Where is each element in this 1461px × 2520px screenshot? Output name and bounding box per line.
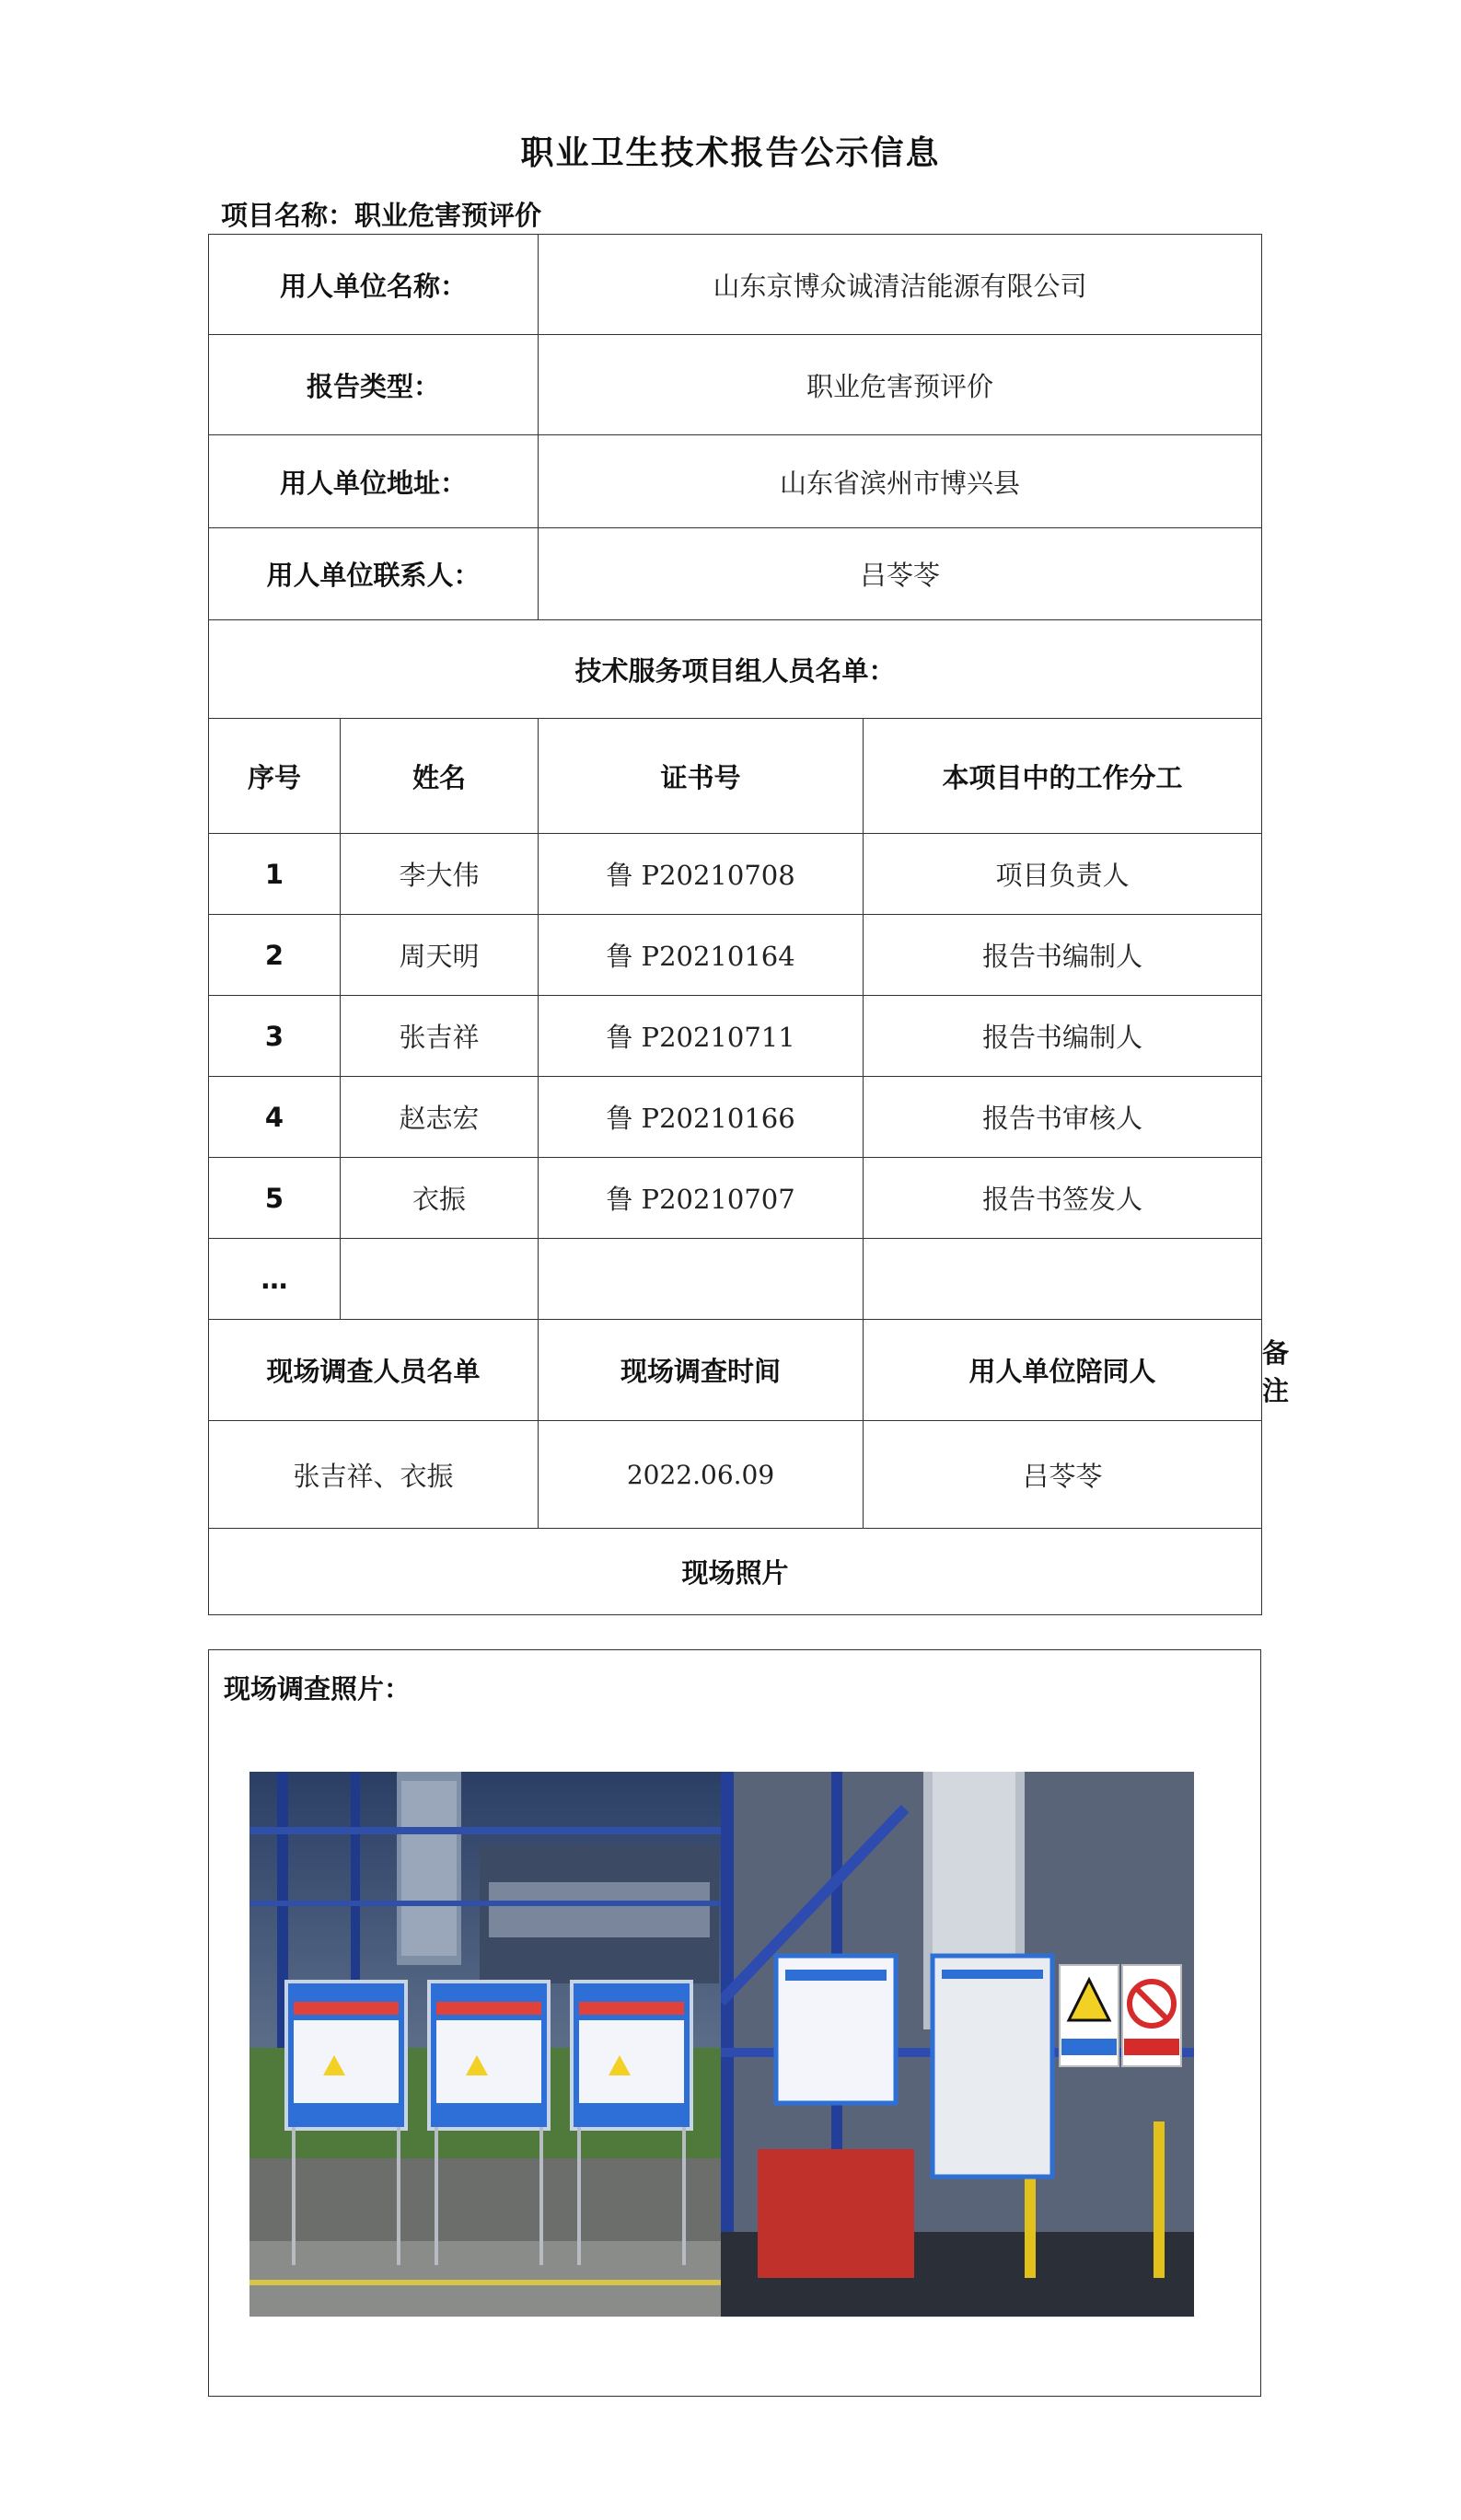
page-title: 职业卫生技术报告公示信息 (520, 134, 941, 172)
row-no: 2 (209, 915, 341, 996)
team-heading-row (209, 620, 1262, 719)
row-role: 报告书编制人 (864, 915, 1262, 996)
row-no: 1 (209, 834, 341, 915)
survey-companion-header: 用人单位陪同人 (864, 1320, 1262, 1421)
row-cert: 鲁 P20210711 (539, 996, 864, 1077)
photo-section-label: 现场调查照片： (224, 1673, 412, 1705)
contact-label: 用人单位联系人： (209, 528, 539, 620)
table-row-more (209, 1239, 1262, 1320)
row-cert: 鲁 P20210708 (539, 834, 864, 915)
report-type-row (209, 335, 1262, 435)
team-heading: 技术服务项目组人员名单： (209, 620, 1262, 719)
row-role: 项目负责人 (864, 834, 1262, 915)
row-no: 5 (209, 1158, 341, 1239)
address-value: 山东省滨州市博兴县 (539, 435, 1262, 528)
site-photo-warning-signs (721, 1772, 1194, 2317)
info-table (208, 234, 1290, 1615)
employer-name-value: 山东京博众诚清洁能源有限公司 (539, 235, 1262, 335)
survey-companion-value: 吕苓苓 (864, 1421, 1262, 1529)
table-row (209, 915, 1262, 996)
row-more-marker: … (209, 1239, 341, 1320)
row-cert: 鲁 P20210166 (539, 1077, 864, 1158)
row-name: 张吉祥 (341, 996, 539, 1077)
photos-heading: 现场照片 (209, 1529, 1262, 1615)
address-label: 用人单位地址： (209, 435, 539, 528)
survey-staff-header: 现场调查人员名单 (209, 1320, 539, 1421)
employer-name-label: 用人单位名称： (209, 235, 539, 335)
row-name: 周天明 (341, 915, 539, 996)
row-cert: 鲁 P20210164 (539, 915, 864, 996)
col-header-cert: 证书号 (539, 719, 864, 834)
team-header-row (209, 719, 1262, 834)
survey-staff-value: 张吉祥、衣振 (209, 1421, 539, 1529)
row-empty-cell (341, 1239, 539, 1320)
survey-date-value: 2022.06.09 (539, 1421, 864, 1529)
report-type-value: 职业危害预评价 (539, 335, 1262, 435)
photo-section (208, 1649, 1261, 2397)
employer-name-row (209, 235, 1262, 335)
table-row (209, 834, 1262, 915)
row-no: 3 (209, 996, 341, 1077)
site-photo-signboards (249, 1772, 721, 2317)
row-empty-cell (864, 1239, 1262, 1320)
address-row (209, 435, 1262, 528)
row-cert: 鲁 P20210707 (539, 1158, 864, 1239)
contact-value: 吕苓苓 (539, 528, 1262, 620)
contact-row (209, 528, 1262, 620)
photos-heading-row (209, 1529, 1262, 1615)
row-name: 衣振 (341, 1158, 539, 1239)
row-role: 报告书编制人 (864, 996, 1262, 1077)
project-name: 项目名称：职业危害预评价 (221, 200, 542, 231)
col-header-name: 姓名 (341, 719, 539, 834)
report-type-label: 报告类型： (209, 335, 539, 435)
row-empty-cell (539, 1239, 864, 1320)
row-role: 报告书审核人 (864, 1077, 1262, 1158)
survey-header-row: 现场调查人员名单 现场调查时间 用人单位陪同人 备注 (209, 1320, 1262, 1421)
survey-date-header: 现场调查时间 (539, 1320, 864, 1421)
table-row (209, 996, 1262, 1077)
row-role: 报告书签发人 (864, 1158, 1262, 1239)
row-name: 赵志宏 (341, 1077, 539, 1158)
row-no: 4 (209, 1077, 341, 1158)
survey-value-row (209, 1421, 1262, 1529)
table-row (209, 1158, 1262, 1239)
row-name: 李大伟 (341, 834, 539, 915)
table-row (209, 1077, 1262, 1158)
col-header-role: 本项目中的工作分工 (864, 719, 1262, 834)
col-header-no: 序号 (209, 719, 341, 834)
